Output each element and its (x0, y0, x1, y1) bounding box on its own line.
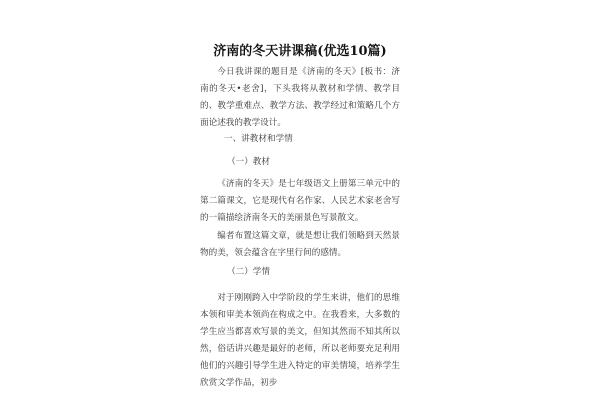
document-title: 济南的冬天讲课稿(优选10篇) (213, 44, 387, 59)
textbook-paragraph-2: 编者布置这篇文章，就是想让我们领略到天然景物的美，领会蕴含在字里行间的感情。 (200, 231, 400, 258)
section-heading-1: 一、讲教材和学情 (224, 134, 293, 144)
textbook-paragraph-1: 《济南的冬天》是七年级语文上册第三单元中的第二篇课文，它是现代有名作家、人民艺术家老舍写的一篇描绘济南冬天的美丽景色写景散文。 (200, 179, 400, 223)
subsection-heading-students: （二）学情 (227, 267, 270, 277)
intro-paragraph: 今日我讲课的题目是《济南的冬天》[板书：济南的冬天•老舍]，下头我将从教材和学情、教学目的、教学重难点、教学方法、教学经过和策略几个方面论述我的教学设计。 (200, 67, 400, 128)
students-paragraph-1: 对于刚刚跨入中学阶段的学生来讲，他们的思维本领和审美本领尚在构成之中。在我看来，大多数的学生应当都喜欢写景的美文，但知其然而不知其所以然，俗话讲兴趣是最好的老师，所以老师要充足利用他们的兴趣引导学生进入特定的审美情境，培养学生欣赏文学作品，初步 (200, 293, 400, 388)
subsection-heading-textbook: （一）教材 (227, 157, 270, 167)
